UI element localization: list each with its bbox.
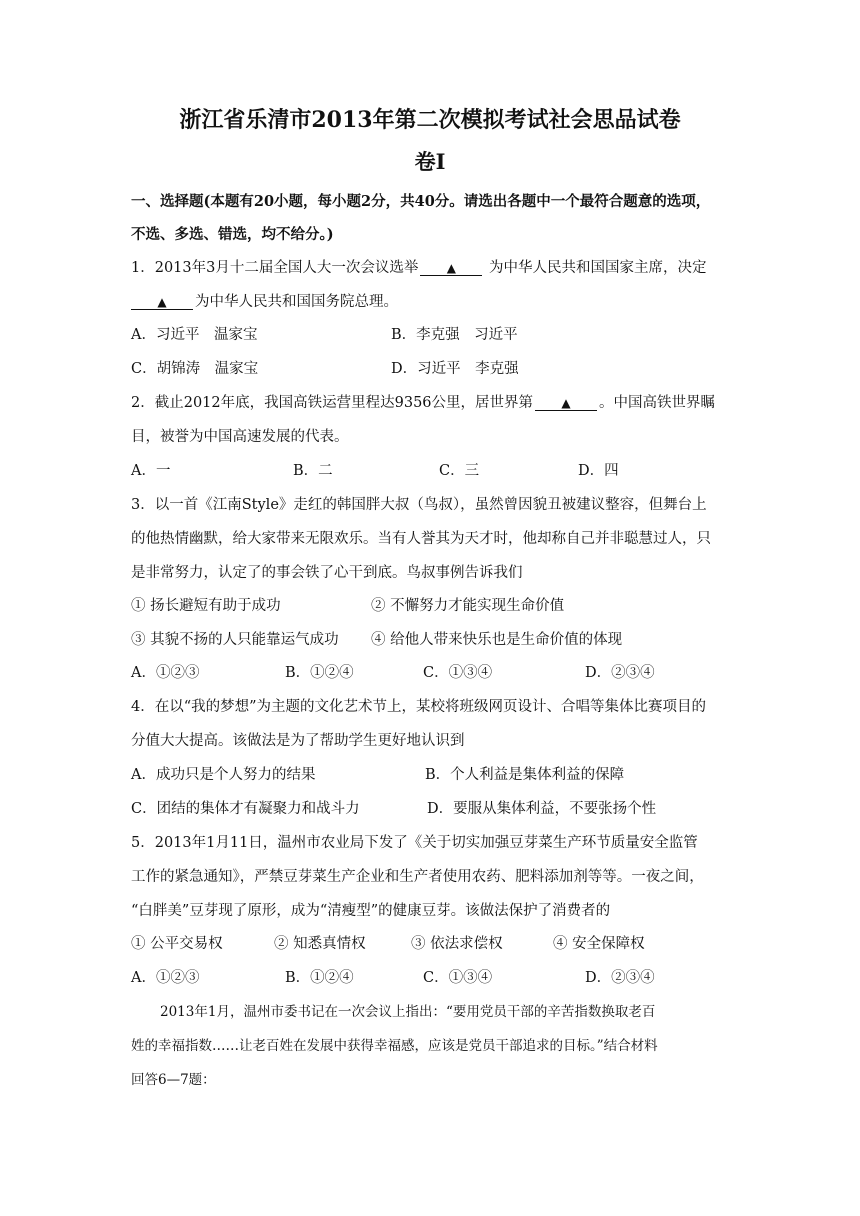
material-line-1: 2013年1月，温州市委书记在一次会议上指出：“要用党员干部的辛苦指数换取老百 — [160, 1004, 656, 1020]
item-2: ② 知悉真情权 — [274, 936, 366, 952]
item-3: ③ 其貌不扬的人只能靠运气成功 — [131, 632, 339, 648]
option-a: A．①②③ — [131, 665, 200, 681]
q2-stem-line-1 — [131, 391, 715, 412]
material-line-3: 回答6—7题： — [131, 1072, 216, 1088]
item-3: ③ 依法求偿权 — [411, 936, 503, 952]
page-subtitle: 卷Ⅰ — [414, 149, 446, 174]
item-4: ④ 安全保障权 — [553, 936, 645, 952]
q2-stem-line-2: 目，被誉为中国高速发展的代表。 — [131, 429, 349, 445]
q5-stem-line-1: 5．2013年1月11日，温州市农业局下发了《关于切实加强豆芽菜生产环节质量安全监管 — [131, 835, 698, 851]
answer-blank — [131, 296, 193, 310]
q3-stem-line-2: 的他热情幽默，给大家带来无限欢乐。当有人誉其为天才时，他却称自己并非聪慧过人，只 — [131, 531, 711, 547]
option-c: C．胡锦涛 温家宝 — [131, 361, 259, 377]
q4-stem-line-1: 4．在以“我的梦想”为主题的文化艺术节上，某校将班级网页设计、合唱等集体比赛项目的 — [131, 699, 707, 715]
answer-blank — [420, 262, 482, 276]
q1-stem-line-2 — [131, 290, 398, 311]
option-d: D．四 — [578, 463, 619, 479]
q3-stem-line-3: 是非常努力，认定了的事会铁了心干到底。鸟叔事例告诉我们 — [131, 565, 523, 581]
q1-stem-line-1 — [131, 256, 706, 277]
option-c: C．团结的集体才有凝聚力和战斗力 — [131, 801, 360, 817]
q2-stem-part-a: 2．截止2012年底，我国高铁运营里程达9356公里，居世界第 — [131, 395, 534, 411]
item-2: ② 不懈努力才能实现生命价值 — [371, 598, 565, 614]
material-line-2: 姓的幸福指数……让老百姓在发展中获得幸福感，应该是党员干部追求的目标。”结合材料 — [131, 1038, 658, 1054]
option-a: A．①②③ — [131, 970, 200, 986]
option-b: B．李克强 习近平 — [391, 327, 518, 343]
q5-stem-line-3: “白胖美”豆芽现了原形，成为“清瘦型”的健康豆芽。该做法保护了消费者的 — [131, 903, 611, 919]
option-b: B．①②④ — [285, 970, 354, 986]
q2-stem-part-b: 。中国高铁世界瞩 — [599, 395, 716, 411]
option-d: D．习近平 李克强 — [391, 361, 519, 377]
item-4: ④ 给他人带来快乐也是生命价值的体现 — [371, 632, 623, 648]
option-d: D．要服从集体利益，不要张扬个性 — [427, 801, 657, 817]
option-a: A．成功只是个人努力的结果 — [131, 767, 316, 783]
item-1: ① 公平交易权 — [131, 936, 223, 952]
q5-stem-line-2: 工作的紧急通知》，严禁豆芽菜生产企业和生产者使用农药、肥料添加剂等等。一夜之间， — [131, 869, 704, 885]
option-a: A．习近平 温家宝 — [131, 327, 258, 343]
page-title: 浙江省乐清市2013年第二次模拟考试社会思品试卷 — [179, 107, 681, 133]
option-d: D．②③④ — [585, 665, 655, 681]
section-instructions-line-1: 一、选择题(本题有20小题，每小题2分，共40分。请选出各题中一个最符合题意的选项， — [131, 193, 711, 210]
triangle-marker-icon: ▲ — [157, 295, 167, 309]
option-a: A．一 — [131, 463, 171, 479]
triangle-marker-icon: ▲ — [561, 396, 571, 410]
triangle-marker-icon: ▲ — [446, 261, 456, 275]
q4-stem-line-2: 分值大大提高。该做法是为了帮助学生更好地认识到 — [131, 733, 465, 749]
section-instructions-line-2: 不选、多选、错选，均不给分。) — [131, 226, 334, 243]
option-c: C．①③④ — [423, 970, 493, 986]
q1-stem-part-c: 为中华人民共和国国务院总理。 — [195, 294, 398, 310]
option-b: B．①②④ — [285, 665, 354, 681]
option-c: C．①③④ — [423, 665, 493, 681]
q1-stem-part-b: 为中华人民共和国国家主席，决定 — [488, 260, 707, 276]
option-b: B．二 — [293, 463, 333, 479]
option-b: B．个人利益是集体利益的保障 — [425, 767, 625, 783]
q1-stem-part-a: 1．2013年3月十二届全国人大一次会议选举 — [131, 260, 419, 276]
q3-stem-line-1: 3．以一首《江南Style》走红的韩国胖大叔（鸟叔），虽然曾因貌丑被建议整容，但舞台上 — [131, 497, 707, 513]
option-d: D．②③④ — [585, 970, 655, 986]
option-c: C．三 — [439, 463, 480, 479]
answer-blank — [535, 397, 597, 411]
item-1: ① 扬长避短有助于成功 — [131, 598, 281, 614]
